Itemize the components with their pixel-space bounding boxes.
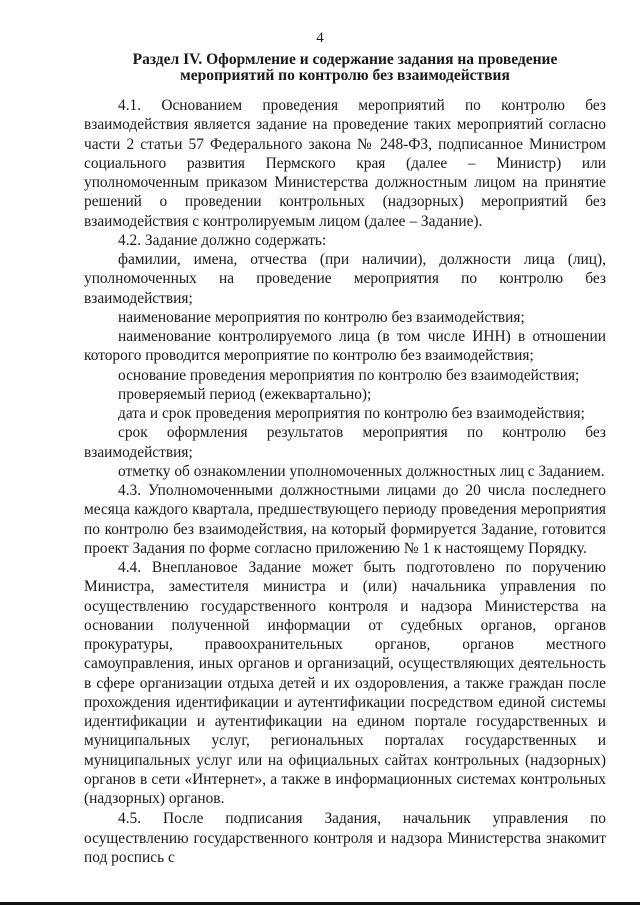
paragraph-4-2: 4.2. Задание должно содержать:: [118, 231, 327, 249]
list-item-acknowledgement: отметку об ознакомлении уполномоченных должностных лиц с Заданием.: [118, 462, 605, 480]
section-heading: Раздел IV. Оформление и содержание задания на проведение мероприятий по контролю без взаимодействия: [132, 51, 558, 84]
list-item-period: проверяемый период (ежеквартально);: [118, 385, 372, 403]
list-item-event-name: наименование мероприятия по контролю без взаимодействия;: [118, 308, 525, 326]
paragraph-4-3: 4.3. Уполномоченными должностными лицами до 20 числа последнего месяца каждого квартала, предшествующего периоду проведения мероприятия по контролю без взаимодействия, на который формируется Задание, готовится проект Задания по форме согласно приложению № 1 к настоящему Порядку.: [84, 482, 606, 557]
document-body: [84, 96, 606, 867]
list-item-controlled-entity: наименование контролируемого лица (в том числе ИНН) в отношении которого проводится мероприятие по контролю без взаимодействия;: [84, 328, 606, 365]
page-number: 4: [316, 30, 324, 46]
list-item-date-term: дата и срок проведения мероприятия по контролю без взаимодействия;: [118, 405, 585, 422]
list-item-results-term: срок оформления результатов мероприятия по контролю без взаимодействия;: [84, 424, 606, 461]
paragraph-4-4: 4.4. Внеплановое Задание может быть подготовлено по поручению Министра, заместителя министра и (или) начальника управления по осуществлению государственного контроля и надзора Министерства на основании полученной информации от судебных органов, органов прокуратуры, правоохранительных органов, органов местного самоуправления, иных органов и организаций, осуществляющих деятельность в сфере организации отдыха детей и их оздоровления, а также граждан после прохождения идентификации и аутентификации посредством единой системы идентификации и аутентификации на едином портале государственных и муниципальных услуг, региональных порталах государственных и муниципальных услуг или на официальных сайтах контрольных (надзорных) органов в сети «Интернет», а также в информационных системах контрольных (надзорных) органов.: [84, 559, 606, 807]
paragraph-4-1: 4.1. Основанием проведения мероприятий по контролю без взаимодействия является задание на проведение таких мероприятий согласно части 2 статьи 57 Федерального закона № 248-ФЗ, подписанное Министром социального развития Пермского края (далее – Министр) или уполномоченным приказом Министерства должностным лицом на принятие решений о проведении контрольных (надзорных) мероприятий без взаимодействия с контролируемым лицом (далее – Задание).: [84, 97, 606, 230]
paragraph-4-5: 4.5. После подписания Задания, начальник управления по осуществлению государственного контроля и надзора Министерства знакомит под роспись с: [84, 810, 606, 866]
list-item-basis: основание проведения мероприятия по контролю без взаимодействия;: [118, 366, 580, 384]
list-item-names: фамилии, имена, отчества (при наличии), должности лица (лиц), уполномоченных на проведение мероприятия по контролю без взаимодействия;: [84, 251, 606, 307]
